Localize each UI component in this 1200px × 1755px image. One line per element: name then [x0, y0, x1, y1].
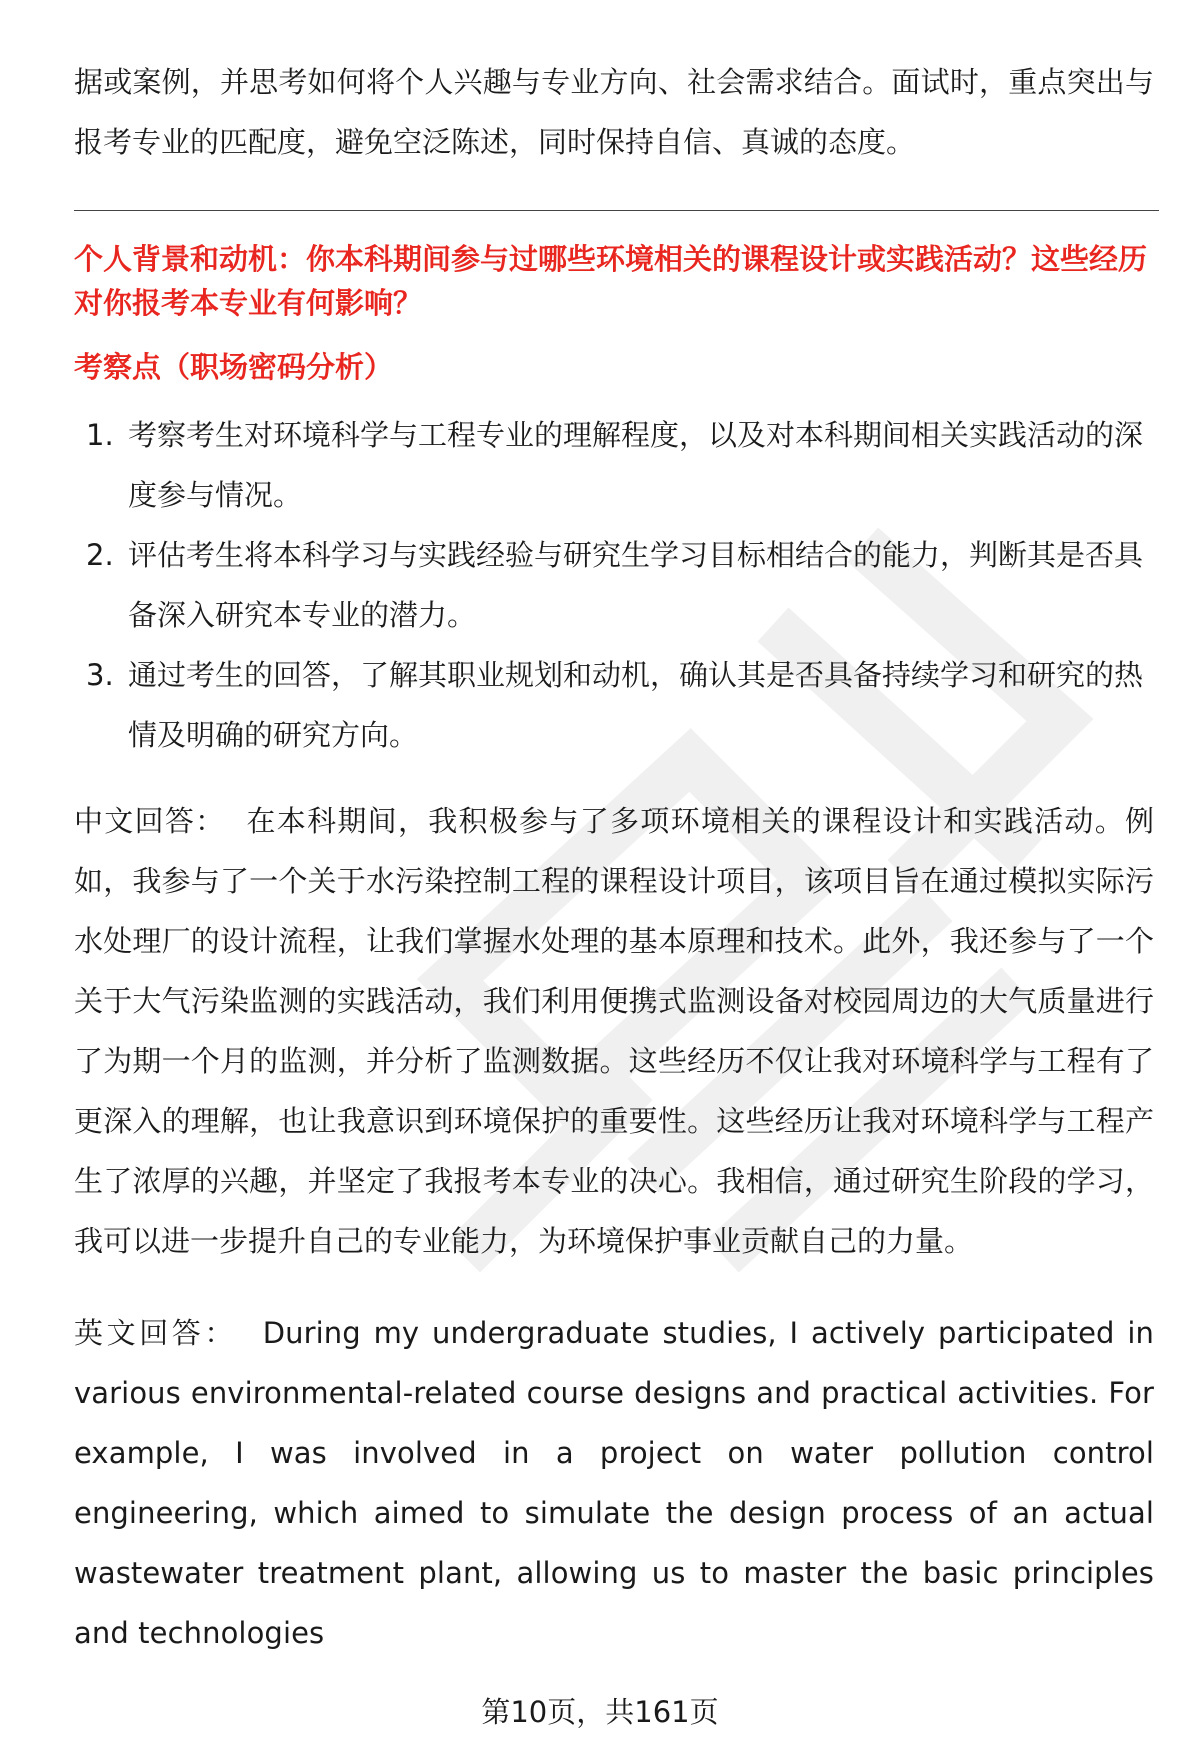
document-page [74, 52, 1154, 1663]
page-footer: 第10页，共161页 [481, 1695, 719, 1729]
point-number: 2. [86, 538, 114, 572]
chinese-answer-label: 中文回答： [74, 804, 226, 838]
chinese-answer-text: 在本科期间，我积极参与了多项环境相关的课程设计和实践活动。例如，我参与了一个关于水污染控制工程的课程设计项目，该项目旨在通过模拟实际污水处理厂的设计流程，让我们掌握水处理的基本原理和技术。此外，我还参与了一个关于大气污染监测的实践活动，我们利用便携式监测设备对校园周边的大气质量进行了为期一个月的监测，并分析了监测数据。这些经历不仅让我对环境科学与工程有了更深入的理解，也让我意识到环境保护的重要性。这些经历让我对环境科学与工程产生了浓厚的兴趣，并坚定了我报考本专业的决心。我相信，通过研究生阶段的学习，我可以进一步提升自己的专业能力，为环境保护事业贡献自己的力量。 [74, 804, 1154, 1258]
point-text: 评估考生将本科学习与实践经验与研究生学习目标相结合的能力，判断其是否具备深入研究本专业的潜力。 [128, 538, 1144, 632]
english-answer [74, 1303, 1154, 1663]
intro-paragraph: 据或案例，并思考如何将个人兴趣与专业方向、社会需求结合。面试时，重点突出与报考专业的匹配度，避免空泛陈述，同时保持自信、真诚的态度。 [74, 65, 1154, 159]
assessment-point [74, 525, 1154, 645]
assessment-point [74, 405, 1154, 525]
english-answer-text: During my undergraduate studies, I actively participated in various environmental-related course designs and practical activities. For example, I was involved in a project on water pollution control engineering, which aimed to simulate the design process of an actual wastewater treatment plant, allowing us to master the basic principles and technologies [74, 1316, 1155, 1650]
point-text: 考察考生对环境科学与工程专业的理解程度，以及对本科期间相关实践活动的深度参与情况。 [128, 418, 1144, 512]
english-answer-label: 英文回答： [74, 1316, 238, 1350]
question-heading: 个人背景和动机：你本科期间参与过哪些环境相关的课程设计或实践活动？这些经历对你报考本专业有何影响？ [74, 242, 1148, 320]
point-number: 1. [86, 418, 114, 452]
assessment-points [74, 405, 1154, 765]
point-text: 通过考生的回答，了解其职业规划和动机，确认其是否具备持续学习和研究的热情及明确的研究方向。 [128, 658, 1144, 752]
assessment-point [74, 645, 1154, 765]
section-divider [74, 210, 1159, 211]
chinese-answer [74, 791, 1154, 1271]
assessment-label: 考察点（职场密码分析） [74, 350, 394, 384]
point-number: 3. [86, 658, 114, 692]
